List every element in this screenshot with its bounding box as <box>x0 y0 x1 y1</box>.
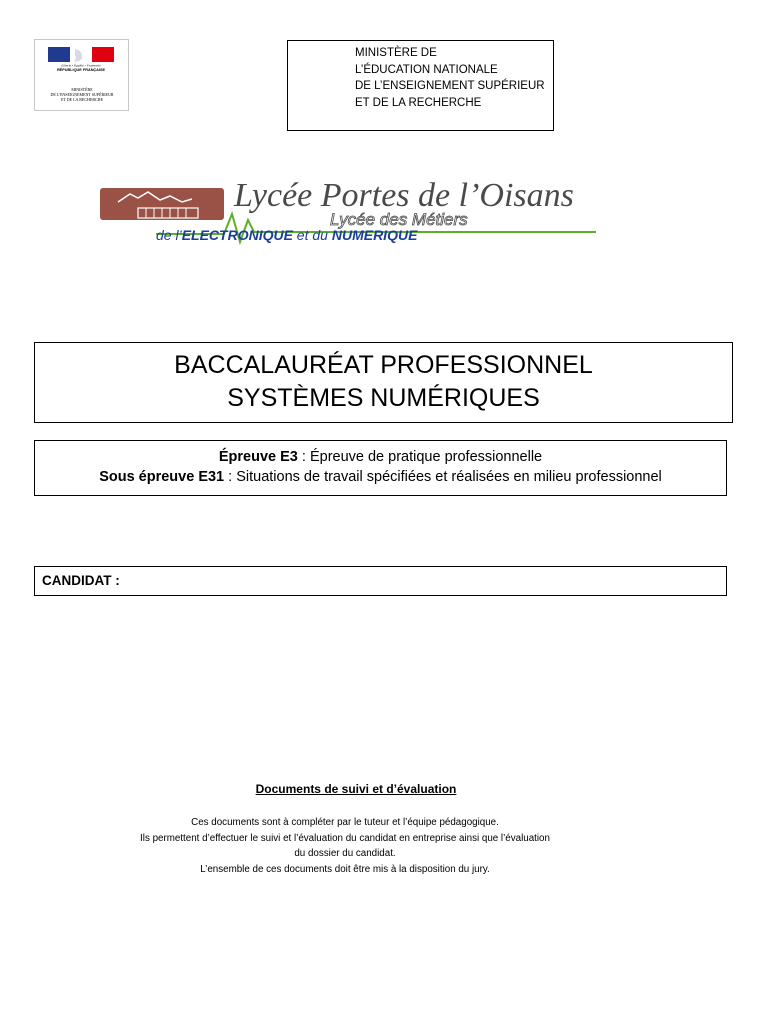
title-line-1: BACCALAURÉAT PROFESSIONNEL <box>174 351 593 379</box>
logo-caption-line-1: MINISTÈRE <box>71 87 93 92</box>
school-name: Lycée Portes de l’Oisans <box>234 177 574 214</box>
documents-heading: Documents de suivi et d’évaluation <box>255 782 457 796</box>
ministry-line: L’ÉDUCATION NATIONALE <box>355 63 498 76</box>
ministry-logo <box>34 39 129 111</box>
sous-epreuve-label: Sous épreuve E31 <box>99 469 225 485</box>
epreuve-text: : Épreuve de pratique professionnelle <box>297 449 543 465</box>
school-subtitle: Lycée des Métiers <box>330 210 468 229</box>
documents-line: L’ensemble de ces documents doit être mis à la disposition du jury. <box>200 863 490 875</box>
marianne-logo-icon <box>35 40 130 112</box>
epreuve-line-2 <box>35 467 726 487</box>
epreuve-line-1 <box>35 447 726 467</box>
documents-body <box>0 815 690 877</box>
tagline-electronique: ELECTRONIQUE <box>181 227 293 243</box>
school-logo <box>98 174 608 250</box>
flag-red-band <box>92 47 114 62</box>
logo-caption-line-2: DE L'ENSEIGNEMENT SUPÉRIEUR <box>50 92 114 97</box>
epreuve-box <box>34 440 727 496</box>
ministry-box <box>287 40 554 131</box>
documents-line: Ces documents sont à compléter par le tuteur et l’équipe pédagogique. <box>191 817 499 828</box>
tagline-prefix: de l’ <box>156 227 182 243</box>
school-logo-graphic <box>98 174 608 250</box>
republic-label: RÉPUBLIQUE FRANÇAISE <box>56 68 106 72</box>
flag-blue-band <box>48 47 70 62</box>
documents-line: du dossier du candidat. <box>294 848 396 859</box>
title-box <box>34 342 733 423</box>
ministry-line: MINISTÈRE DE <box>355 47 437 59</box>
tagline-middle: et du <box>292 227 332 243</box>
sous-epreuve-text: : Situations de travail spécifiées et réalisées en milieu professionnel <box>224 469 662 485</box>
candidat-field[interactable] <box>34 566 727 596</box>
title-line-2: SYSTÈMES NUMÉRIQUES <box>227 384 540 412</box>
school-tagline <box>156 227 418 243</box>
ministry-line: DE L’ENSEIGNEMENT SUPÉRIEUR <box>355 80 545 92</box>
candidat-label: CANDIDAT : <box>42 573 120 588</box>
tagline-numerique: NUMERIQUE <box>331 227 418 243</box>
epreuve-label: Épreuve E3 <box>218 449 298 465</box>
documents-line: Ils permettent d’effectuer le suivi et l’évaluation du candidat en entreprise ainsi que l’évaluation <box>140 832 550 844</box>
ministry-line: ET DE LA RECHERCHE <box>355 96 482 109</box>
logo-caption-line-3: ET DE LA RECHERCHE <box>60 97 104 102</box>
republic-motto: Liberté • Égalité • Fraternité <box>61 63 101 68</box>
